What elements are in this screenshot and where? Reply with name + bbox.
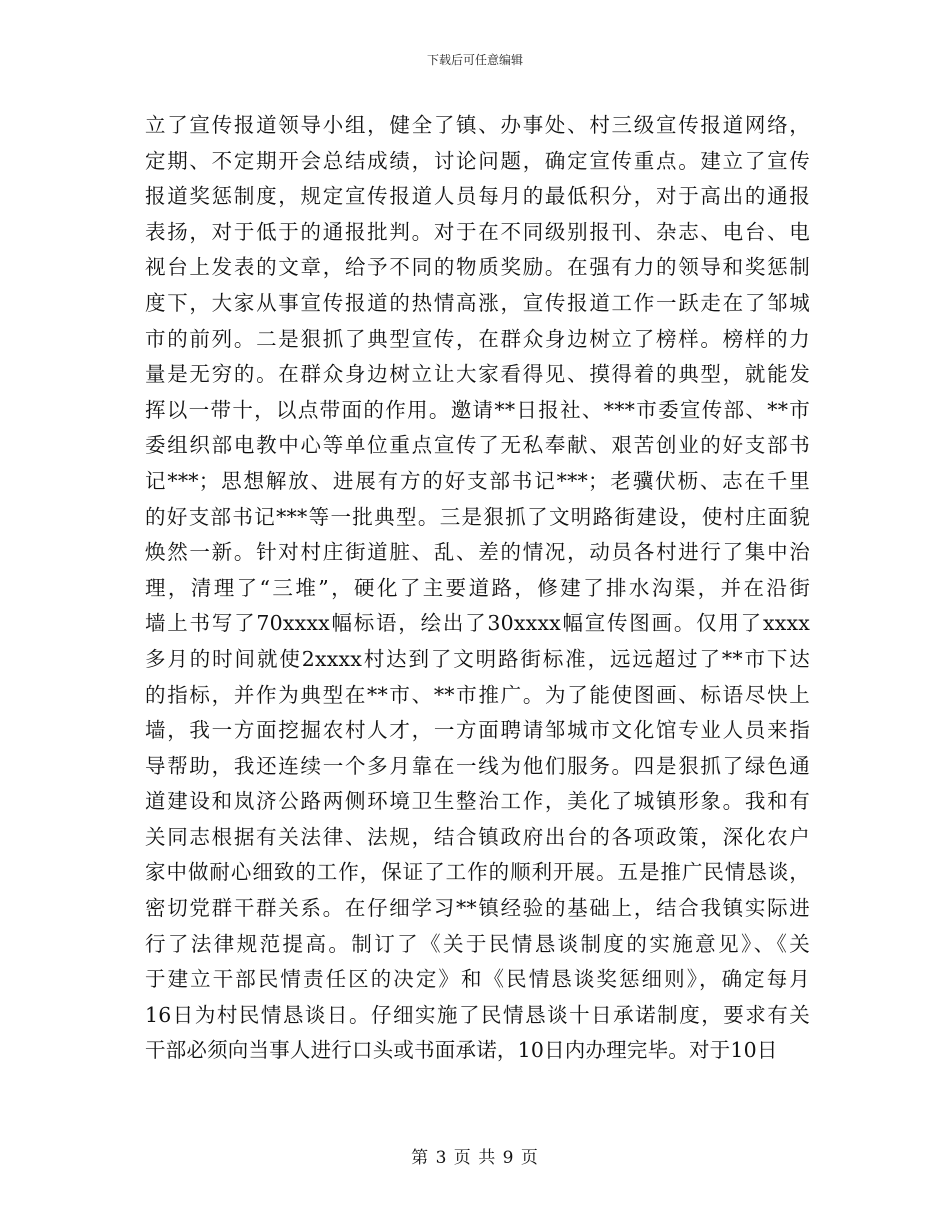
body-text-line: 密切党群干群关系。在仔细学习**镇经验的基础上，结合我镇实际进 xyxy=(145,896,810,921)
body-text-line: 市的前列。二是狠抓了典型宣传，在群众身边树立了榜样。榜样的力 xyxy=(145,326,810,351)
body-text-line: 于建立干部民情责任区的决定》和《民情恳谈奖惩细则》，确定每月 xyxy=(145,967,810,992)
body-text-line: 干部必须向当事人进行口头或书面承诺，10日内办理完毕。对于10日 xyxy=(145,1038,778,1063)
body-text-line: 报道奖惩制度，规定宣传报道人员每月的最低积分，对于高出的通报 xyxy=(145,184,810,209)
body-text-line: 家中做耐心细致的工作，保证了工作的顺利开展。五是推广民情恳谈， xyxy=(145,860,810,885)
body-text-line: 立了宣传报道领导小组，健全了镇、办事处、村三级宣传报道网络， xyxy=(145,113,810,137)
body-text-line: 墙上书写了70xxxx幅标语，绘出了30xxxx幅宣传图画。仅用了xxxx xyxy=(145,611,810,636)
body-text-line: 行了法律规范提高。制订了《关于民情恳谈制度的实施意见》、《关 xyxy=(145,931,810,956)
body-text-line: 道建设和岚济公路两侧环境卫生整治工作，美化了城镇形象。我和有 xyxy=(145,789,810,814)
body-text-line: 挥以一带十，以点带面的作用。邀请**日报社、***市委宣传部、**市 xyxy=(145,397,810,422)
body-text-line: 委组织部电教中心等单位重点宣传了无私奉献、艰苦创业的好支部书 xyxy=(145,433,810,458)
body-text-line: 16日为村民情恳谈日。仔细实施了民情恳谈十日承诺制度，要求有关 xyxy=(145,1002,810,1027)
body-text-line: 量是无穷的。在群众身边树立让大家看得见、摸得着的典型，就能发 xyxy=(145,362,810,387)
body-text-line: 的好支部书记***等一批典型。三是狠抓了文明路街建设，使村庄面貌 xyxy=(145,504,810,529)
body-text-line: 墙，我一方面挖掘农村人才，一方面聘请邹城市文化馆专业人员来指 xyxy=(145,718,810,743)
body-text-line: 焕然一新。针对村庄街道脏、乱、差的情况，动员各村进行了集中治 xyxy=(145,540,810,565)
body-text-line: 导帮助，我还连续一个多月靠在一线为他们服务。四是狠抓了绿色通 xyxy=(145,753,810,778)
body-text-line: 多月的时间就使2xxxx村达到了文明路街标准，远远超过了**市下达 xyxy=(145,646,810,671)
page-number-footer: 第 3 页 共 9 页 xyxy=(411,1148,539,1168)
body-text-line: 记***；思想解放、进展有方的好支部书记***；老骥伏枥、志在千里 xyxy=(145,468,810,493)
body-text-line: 表扬，对于低于的通报批判。对于在不同级别报刊、杂志、电台、电 xyxy=(145,219,810,244)
body-text-line: 视台上发表的文章，给予不同的物质奖励。在强有力的领导和奖惩制 xyxy=(145,255,810,280)
body-text-line: 度下，大家从事宣传报道的热情高涨，宣传报道工作一跃走在了邹城 xyxy=(145,290,810,315)
body-text-line: 理，清理了“三堆”，硬化了主要道路，修建了排水沟渠，并在沿街 xyxy=(145,575,810,600)
page-header-note: 下载后可任意编辑 xyxy=(426,53,523,67)
document-body xyxy=(145,108,810,1069)
body-text-line: 关同志根据有关法律、法规，结合镇政府出台的各项政策，深化农户 xyxy=(145,824,810,849)
body-text-line: 的指标，并作为典型在**市、**市推广。为了能使图画、标语尽快上 xyxy=(145,682,810,707)
body-text-line: 定期、不定期开会总结成绩，讨论问题，确定宣传重点。建立了宣传 xyxy=(145,148,810,173)
